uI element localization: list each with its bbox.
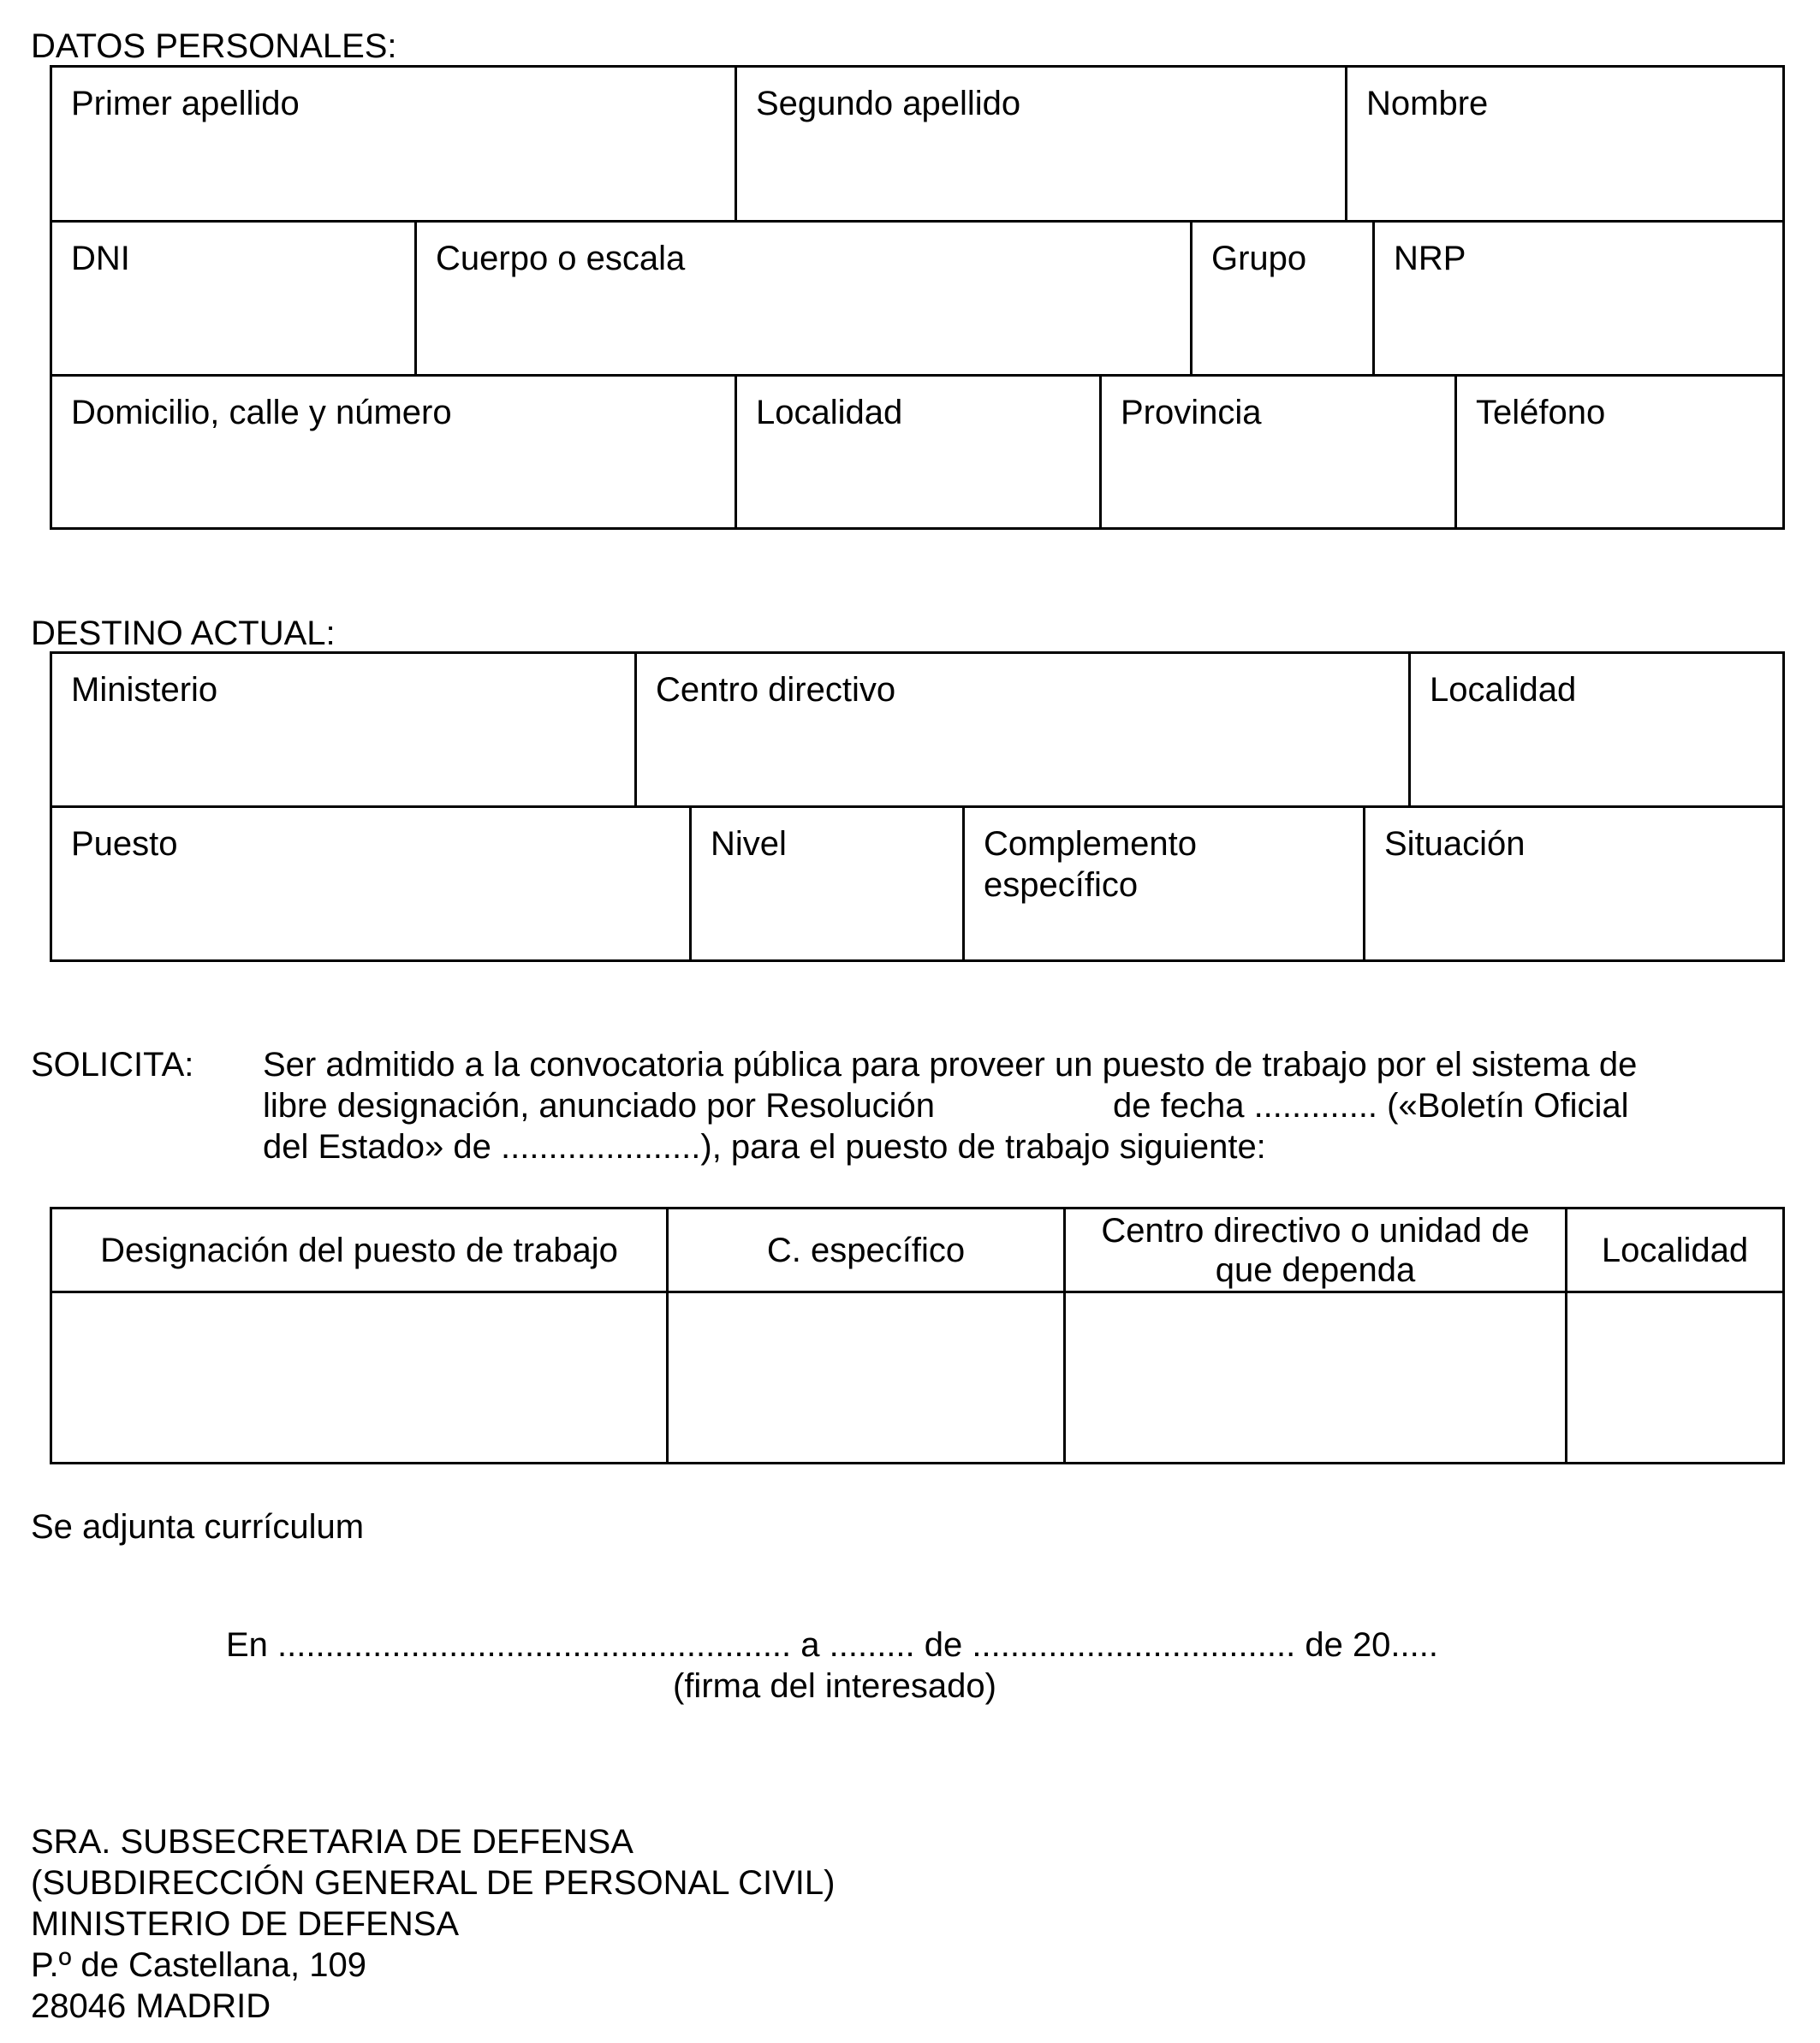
firma-line: En ...................................................... a ......... de .................................. de 20..... [226, 1626, 1438, 1664]
destinatario-line-3: MINISTERIO DE DEFENSA [31, 1905, 460, 1943]
table-header-c-especifico [666, 1207, 1066, 1293]
field-primer-apellido[interactable] [50, 65, 737, 223]
field-provincia[interactable] [1099, 374, 1457, 530]
field-label: Domicilio, calle y número [71, 394, 452, 431]
field-nombre[interactable] [1345, 65, 1785, 223]
field-puesto[interactable] [50, 805, 692, 962]
solicita-line-2b: de fecha ............. («Boletín Oficial [1113, 1087, 1629, 1125]
field-label: Grupo [1211, 240, 1307, 277]
field-localidad[interactable] [735, 374, 1102, 530]
field-label: Localidad [756, 394, 903, 431]
table-cell-designacion[interactable] [50, 1291, 669, 1464]
table-header-designacion [50, 1207, 669, 1293]
field-ministerio[interactable] [50, 651, 637, 808]
field-label: Nombre [1366, 85, 1489, 122]
field-localidad-destino[interactable] [1408, 651, 1785, 808]
field-nivel[interactable] [689, 805, 965, 962]
field-grupo[interactable] [1190, 220, 1375, 377]
header-label: Localidad [1601, 1231, 1749, 1269]
field-label: Teléfono [1476, 394, 1606, 431]
field-centro-directivo[interactable] [634, 651, 1411, 808]
header-label: C. específico [766, 1231, 966, 1269]
field-label: Ministerio [71, 671, 218, 709]
field-situacion[interactable] [1363, 805, 1785, 962]
field-label: Centro directivo [656, 671, 896, 709]
field-segundo-apellido[interactable] [735, 65, 1347, 223]
field-label: NRP [1394, 240, 1466, 277]
field-label: Complemento específico [984, 825, 1198, 904]
solicita-label: SOLICITA: [31, 1046, 194, 1084]
field-label: Localidad [1430, 671, 1577, 709]
field-label: Puesto [71, 825, 178, 863]
destinatario-line-4: P.º de Castellana, 109 [31, 1946, 366, 1984]
table-header-centro-directivo [1063, 1207, 1567, 1293]
field-cuerpo-escala[interactable] [414, 220, 1193, 377]
table-cell-centro-directivo[interactable] [1063, 1291, 1567, 1464]
field-dni[interactable] [50, 220, 417, 377]
field-nrp[interactable] [1372, 220, 1785, 377]
field-complemento-especifico[interactable] [962, 805, 1365, 962]
header-label: Centro directivo o unidad de que dependa [1101, 1211, 1530, 1289]
destinatario-line-2: (SUBDIRECCIÓN GENERAL DE PERSONAL CIVIL) [31, 1864, 836, 1902]
destinatario-line-5: 28046 MADRID [31, 1987, 271, 2025]
destinatario-line-1: SRA. SUBSECRETARIA DE DEFENSA [31, 1823, 633, 1861]
adjunta-curriculum: Se adjunta currículum [31, 1508, 365, 1546]
header-label: Designación del puesto de trabajo [100, 1231, 618, 1269]
table-header-localidad [1565, 1207, 1785, 1293]
field-telefono[interactable] [1454, 374, 1785, 530]
table-cell-c-especifico[interactable] [666, 1291, 1066, 1464]
section-heading-datos-personales: DATOS PERSONALES: [31, 27, 397, 65]
table-cell-localidad[interactable] [1565, 1291, 1785, 1464]
section-heading-destino-actual: DESTINO ACTUAL: [31, 615, 336, 652]
firma-caption: (firma del interesado) [673, 1667, 996, 1705]
field-label: Provincia [1121, 394, 1262, 431]
field-domicilio[interactable] [50, 374, 737, 530]
field-label: Cuerpo o escala [436, 240, 686, 277]
field-label: Nivel [711, 825, 787, 863]
field-label: Primer apellido [71, 85, 300, 122]
solicita-line-1: Ser admitido a la convocatoria pública para proveer un puesto de trabajo por el sistema de [263, 1046, 1638, 1084]
field-label: Situación [1384, 825, 1526, 863]
solicita-line-3: del Estado» de .....................), para el puesto de trabajo siguiente: [263, 1128, 1266, 1166]
field-label: Segundo apellido [756, 85, 1021, 122]
field-label: DNI [71, 240, 130, 277]
solicita-line-2a: libre designación, anunciado por Resolución [263, 1087, 935, 1125]
